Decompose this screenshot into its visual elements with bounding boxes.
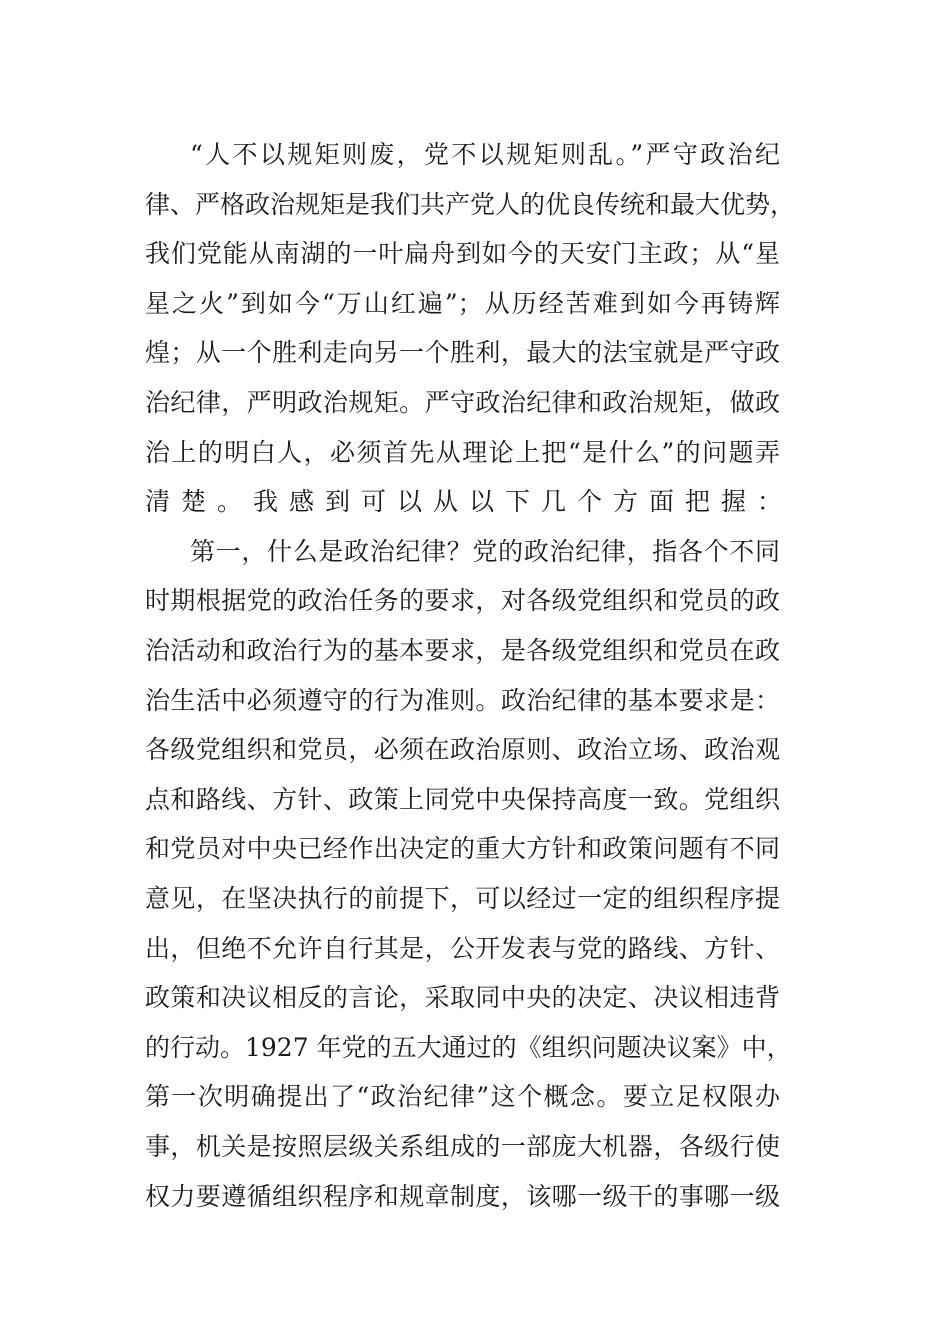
paragraph-2-line: 的行动。1927 年党的五大通过的《组织问题决议案》中，: [145, 1032, 792, 1062]
paragraph-2-line: 治活动和政治行为的基本要求，是各级党组织和党员在政: [145, 636, 780, 665]
paragraph-1-line: 我们党能从南湖的一叶扁舟到如今的天安门主政；从“星: [145, 239, 780, 269]
paragraph-2-line: 第一，什么是政治纪律？党的政治纪律，指各个不同: [190, 536, 780, 566]
paragraph-2-line: 权力要遵循组织程序和规章制度，该哪一级干的事哪一级: [145, 1181, 780, 1211]
paragraph-2-line: 治生活中必须遵守的行为准则。政治纪律的基本要求是：: [145, 685, 780, 715]
paragraph-2-line: 点和路线、方针、政策上同党中央保持高度一致。党组织: [145, 784, 780, 814]
paragraph-2-line: 和党员对中央已经作出决定的重大方针和政策问题有不同: [145, 834, 780, 864]
paragraph-2-line: 时期根据党的政治任务的要求，对各级党组织和党员的政: [145, 586, 780, 616]
paragraph-2-line: 出，但绝不允许自行其是，公开发表与党的路线、方针、: [145, 933, 780, 963]
paragraph-2-line: 第一次明确提出了“政治纪律”这个概念。要立足权限办: [145, 1082, 780, 1112]
paragraph-2-line: 事，机关是按照层级关系组成的一部庞大机器，各级行使: [145, 1132, 780, 1161]
paragraph-2-line: 各级党组织和党员，必须在政治原则、政治立场、政治观: [145, 735, 780, 765]
paragraph-2-line: 意见，在坚决执行的前提下，可以经过一定的组织程序提: [145, 884, 780, 913]
paragraph-1-line: 治纪律，严明政治规矩。严守政治纪律和政治规矩，做政: [145, 388, 780, 417]
paragraph-2-line: 政策和决议相反的言论，采取同中央的决定、决议相违背: [145, 983, 780, 1013]
paragraph-1-line: 律、严格政治规矩是我们共产党人的优良传统和最大优势，: [145, 189, 796, 219]
paragraph-1-line: “人不以规矩则废，党不以规矩则乱。”严守政治纪: [190, 140, 780, 169]
paragraph-1-line: 清楚。我感到可以从以下几个方面把握：: [145, 487, 794, 517]
paragraph-1-line: 治上的明白人，必须首先从理论上把“是什么”的问题弄: [145, 437, 780, 467]
paragraph-1-line: 星之火”到如今“万山红遍”；从历经苦难到如今再铸辉: [145, 288, 780, 318]
paragraph-1-line: 煌；从一个胜利走向另一个胜利，最大的法宝就是严守政: [145, 338, 780, 368]
